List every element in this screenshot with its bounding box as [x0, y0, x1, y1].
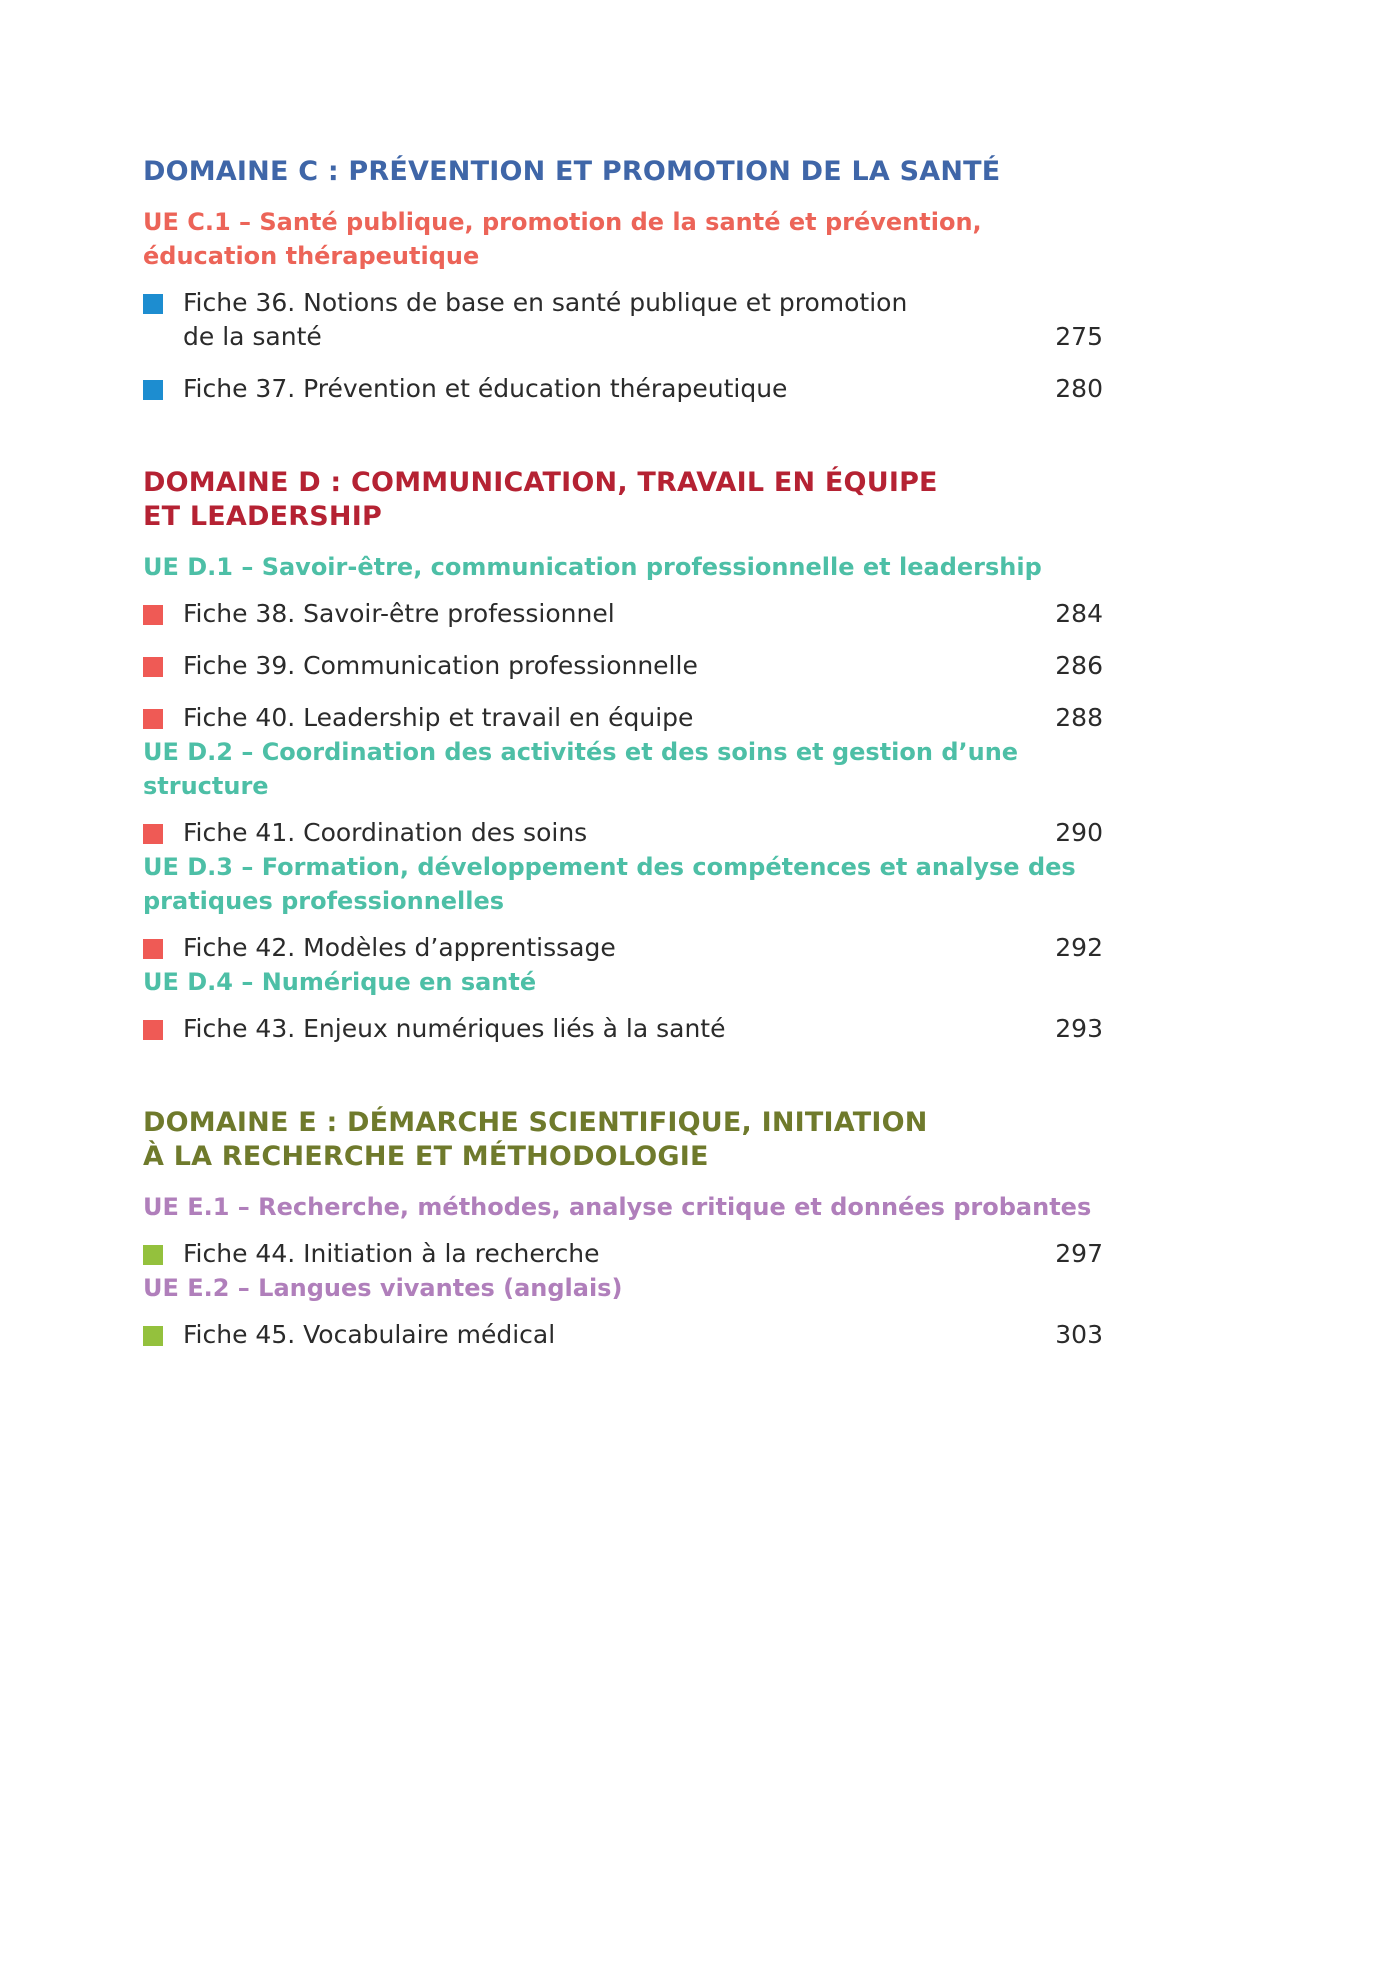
page-number: 297 [1055, 1239, 1103, 1268]
table-of-contents [143, 155, 1103, 1412]
square-bullet-icon [143, 939, 163, 959]
ue-title: UE C.1 – Santé publique, promotion de la santé et prévention, éducation thérapeutique [143, 208, 982, 270]
ue-e1 [143, 1190, 1103, 1271]
fiche-label: Fiche 37. Prévention et éducation thérapeutique [183, 374, 788, 403]
domain-title: DOMAINE E : DÉMARCHE SCIENTIFIQUE, INITIATION À LA RECHERCHE ET MÉTHODOLOGIE [143, 1107, 928, 1172]
square-bullet-icon [143, 657, 163, 677]
square-bullet-icon [143, 1020, 163, 1040]
page-number: 292 [1055, 933, 1103, 962]
domain-c-section [143, 155, 1103, 406]
ue-title: UE D.4 – Numérique en santé [143, 968, 537, 996]
fiche-label: Fiche 44. Initiation à la recherche [183, 1239, 600, 1268]
toc-entry-fiche-42[interactable] [143, 931, 1103, 965]
domain-e-section [143, 1106, 1103, 1352]
fiche-label: Fiche 43. Enjeux numériques liés à la santé [183, 1014, 726, 1043]
ue-title: UE D.3 – Formation, développement des compétences et analyse des pratiques professionnelles [143, 853, 1076, 915]
square-bullet-icon [143, 709, 163, 729]
square-bullet-icon [143, 1326, 163, 1346]
square-bullet-icon [143, 824, 163, 844]
toc-entry-fiche-45[interactable] [143, 1318, 1103, 1352]
square-bullet-icon [143, 380, 163, 400]
page-number: 280 [1055, 374, 1103, 403]
page-number: 275 [1055, 322, 1103, 351]
toc-entry-fiche-39[interactable] [143, 649, 1103, 683]
ue-title: UE E.2 – Langues vivantes (anglais) [143, 1274, 623, 1302]
toc-entry-fiche-38[interactable] [143, 597, 1103, 631]
fiche-label: Fiche 40. Leadership et travail en équipe [183, 703, 694, 732]
fiche-label: Fiche 42. Modèles d’apprentissage [183, 933, 616, 962]
toc-entry-fiche-37[interactable] [143, 372, 1103, 406]
ue-d4 [143, 965, 1103, 1046]
fiche-label: Fiche 41. Coordination des soins [183, 818, 588, 847]
page-number: 303 [1055, 1320, 1103, 1349]
ue-title: UE D.1 – Savoir-être, communication professionnelle et leadership [143, 553, 1042, 581]
page-number: 293 [1055, 1014, 1103, 1043]
ue-title: UE D.2 – Coordination des activités et des soins et gestion d’une structure [143, 738, 1019, 800]
toc-entry-fiche-36[interactable] [143, 286, 1103, 354]
page-number: 288 [1055, 703, 1103, 732]
toc-entry-fiche-40[interactable] [143, 701, 1103, 735]
fiche-label: Fiche 38. Savoir-être professionnel [183, 599, 615, 628]
domain-title: DOMAINE C : PRÉVENTION ET PROMOTION DE LA SANTÉ [143, 156, 1001, 187]
ue-d2 [143, 735, 1103, 850]
ue-d1 [143, 550, 1103, 735]
domain-d-section [143, 466, 1103, 1046]
page-number: 286 [1055, 651, 1103, 680]
fiche-label: Fiche 45. Vocabulaire médical [183, 1320, 556, 1349]
domain-title: DOMAINE D : COMMUNICATION, TRAVAIL EN ÉQUIPE ET LEADERSHIP [143, 467, 938, 532]
page-number: 290 [1055, 818, 1103, 847]
ue-c1 [143, 205, 1103, 406]
ue-title: UE E.1 – Recherche, méthodes, analyse critique et données probantes [143, 1193, 1092, 1221]
toc-entry-fiche-44[interactable] [143, 1237, 1103, 1271]
fiche-label: Fiche 36. Notions de base en santé publique et promotion de la santé [183, 288, 908, 351]
square-bullet-icon [143, 605, 163, 625]
ue-e2 [143, 1271, 1103, 1352]
page-number: 284 [1055, 599, 1103, 628]
fiche-label: Fiche 39. Communication professionnelle [183, 651, 698, 680]
toc-entry-fiche-41[interactable] [143, 816, 1103, 850]
square-bullet-icon [143, 294, 163, 314]
ue-d3 [143, 850, 1103, 965]
toc-entry-fiche-43[interactable] [143, 1012, 1103, 1046]
square-bullet-icon [143, 1245, 163, 1265]
